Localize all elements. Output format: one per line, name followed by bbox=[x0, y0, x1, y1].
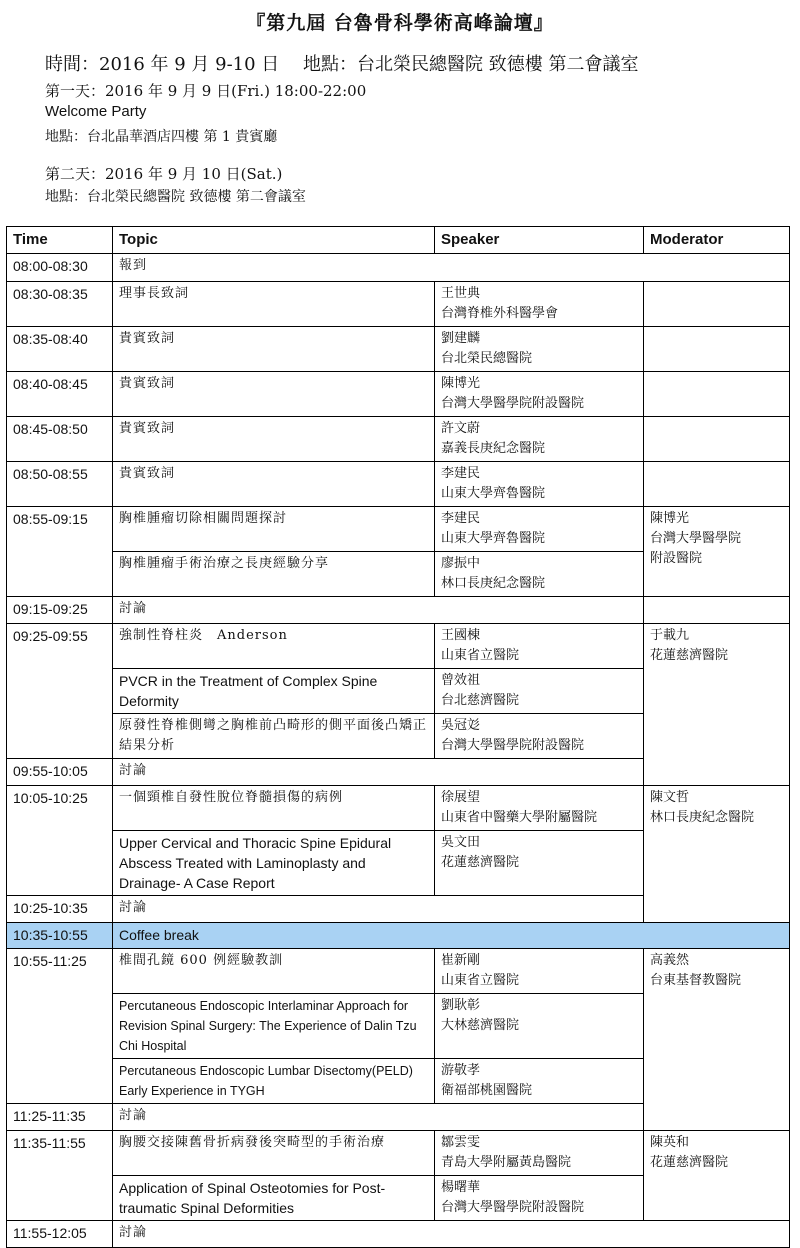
table-row bbox=[7, 1131, 790, 1176]
speaker-cell bbox=[435, 624, 644, 669]
time-cell: 08:40-08:45 bbox=[7, 372, 113, 417]
speaker-name: 崔新剛 bbox=[441, 953, 481, 968]
speaker-affiliation: 衛福部桃園醫院 bbox=[441, 1083, 533, 1098]
time-cell: 08:55-09:15 bbox=[7, 507, 113, 597]
time-cell: 09:55-10:05 bbox=[7, 759, 113, 786]
moderator-cell bbox=[644, 949, 790, 1131]
speaker-cell bbox=[435, 714, 644, 759]
table-row bbox=[7, 282, 790, 327]
speaker-name: 吳冠彣 bbox=[441, 718, 481, 733]
speaker-name: 李建民 bbox=[441, 511, 481, 526]
time-cell: 10:05-10:25 bbox=[7, 786, 113, 896]
topic-cell: Percutaneous Endoscopic Lumbar Disectomy(PELD) Early Experience in TYGH bbox=[113, 1059, 435, 1104]
topic-cell: 討論 bbox=[113, 597, 644, 624]
speaker-cell bbox=[435, 327, 644, 372]
speaker-name: 劉建麟 bbox=[441, 331, 481, 346]
moderator-cell bbox=[644, 786, 790, 923]
speaker-cell bbox=[435, 417, 644, 462]
header-moderator: Moderator bbox=[644, 227, 790, 254]
topic-cell: 討論 bbox=[113, 759, 644, 786]
moderator-affiliation: 台東基督教醫院 bbox=[650, 973, 742, 988]
moderator-name: 陳博光 bbox=[650, 511, 690, 526]
moderator-affiliation: 台灣大學醫學院 bbox=[650, 531, 742, 546]
header-time: Time bbox=[7, 227, 113, 254]
topic-cell: 強制性脊柱炎 Anderson bbox=[113, 624, 435, 669]
speaker-cell bbox=[435, 282, 644, 327]
moderator-cell bbox=[644, 282, 790, 327]
time-cell: 08:45-08:50 bbox=[7, 417, 113, 462]
table-row bbox=[7, 327, 790, 372]
topic-cell: PVCR in the Treatment of Complex Spine Deformity bbox=[113, 669, 435, 714]
table-row bbox=[7, 949, 790, 994]
time-cell: 08:30-08:35 bbox=[7, 282, 113, 327]
topic-cell: Application of Spinal Osteotomies for Post-traumatic Spinal Deformities bbox=[113, 1176, 435, 1221]
moderator-cell bbox=[644, 597, 790, 624]
time-cell: 10:35-10:55 bbox=[7, 923, 113, 949]
speaker-cell bbox=[435, 462, 644, 507]
topic-cell: 理事長致詞 bbox=[113, 282, 435, 327]
speaker-affiliation: 山東省立醫院 bbox=[441, 648, 520, 663]
speaker-affiliation: 青島大學附屬黃島醫院 bbox=[441, 1155, 572, 1170]
speaker-affiliation: 山東大學齊魯醫院 bbox=[441, 486, 546, 501]
topic-cell: 討論 bbox=[113, 896, 644, 923]
time-cell: 11:55-12:05 bbox=[7, 1221, 113, 1248]
day1-venue: 地點：台北晶華酒店四樓 第 1 貴賓廳 bbox=[45, 129, 278, 145]
moderator-name: 陳文哲 bbox=[650, 790, 690, 805]
speaker-cell bbox=[435, 786, 644, 831]
table-row bbox=[7, 507, 790, 552]
day1-date: 第一天：2016 年 9 月 9 日(Fri.) 18:00-22:00 bbox=[45, 82, 367, 100]
time-cell: 11:35-11:55 bbox=[7, 1131, 113, 1221]
topic-cell: 椎間孔鏡 600 例經驗教訓 bbox=[113, 949, 435, 994]
speaker-name: 徐展望 bbox=[441, 790, 481, 805]
time-cell: 11:25-11:35 bbox=[7, 1104, 113, 1131]
topic-cell: 胸腰交接陳舊骨折病發後突畸型的手術治療 bbox=[113, 1131, 435, 1176]
speaker-name: 許文蔚 bbox=[441, 421, 481, 436]
topic-cell: 報到 bbox=[113, 254, 790, 282]
moderator-name: 于載九 bbox=[650, 628, 690, 643]
speaker-name: 王國棟 bbox=[441, 628, 481, 643]
speaker-affiliation: 林口長庚紀念醫院 bbox=[441, 576, 546, 591]
speaker-name: 陳博光 bbox=[441, 376, 481, 391]
moderator-cell bbox=[644, 507, 790, 597]
speaker-affiliation: 山東省中醫藥大學附屬醫院 bbox=[441, 810, 598, 825]
moderator-name: 高義然 bbox=[650, 953, 690, 968]
day2-venue: 地點：台北榮民總醫院 致德樓 第二會議室 bbox=[45, 189, 306, 205]
time-cell: 10:55-11:25 bbox=[7, 949, 113, 1104]
moderator-cell bbox=[644, 462, 790, 507]
time-cell: 08:00-08:30 bbox=[7, 254, 113, 282]
time-cell: 10:25-10:35 bbox=[7, 896, 113, 923]
speaker-name: 吳文田 bbox=[441, 835, 481, 850]
event-date-venue: 時間：2016 年 9 月 9-10 日 地點：台北榮民總醫院 致德樓 第二會議室 bbox=[45, 54, 639, 75]
table-row bbox=[7, 462, 790, 507]
day2-date: 第二天：2016 年 9 月 10 日(Sat.) bbox=[45, 165, 283, 183]
speaker-cell bbox=[435, 372, 644, 417]
time-cell: 09:25-09:55 bbox=[7, 624, 113, 759]
topic-cell: 貴賓致詞 bbox=[113, 462, 435, 507]
coffee-break-row bbox=[7, 923, 790, 949]
speaker-name: 楊曙華 bbox=[441, 1180, 481, 1195]
speaker-cell bbox=[435, 831, 644, 896]
speaker-cell bbox=[435, 1131, 644, 1176]
table-row bbox=[7, 624, 790, 669]
speaker-cell bbox=[435, 507, 644, 552]
speaker-name: 游敬孝 bbox=[441, 1063, 481, 1078]
topic-cell: 胸椎腫瘤切除相關問題探討 bbox=[113, 507, 435, 552]
schedule-table bbox=[6, 226, 790, 1248]
table-row bbox=[7, 786, 790, 831]
topic-cell: Coffee break bbox=[113, 923, 790, 949]
table-row bbox=[7, 417, 790, 462]
speaker-cell bbox=[435, 669, 644, 714]
time-cell: 08:35-08:40 bbox=[7, 327, 113, 372]
speaker-affiliation: 台北慈濟醫院 bbox=[441, 693, 520, 708]
topic-cell: 討論 bbox=[113, 1104, 644, 1131]
topic-cell: Percutaneous Endoscopic Interlaminar Approach for Revision Spinal Surgery: The Experience of Dalin Tzu Chi Hospital bbox=[113, 994, 435, 1059]
speaker-cell bbox=[435, 1059, 644, 1104]
speaker-affiliation: 嘉義長庚紀念醫院 bbox=[441, 441, 546, 456]
event-title: 『第九屆 台魯骨科學術高峰論壇』 bbox=[246, 12, 554, 34]
topic-cell: 貴賓致詞 bbox=[113, 327, 435, 372]
topic-cell: 貴賓致詞 bbox=[113, 372, 435, 417]
table-row bbox=[7, 372, 790, 417]
moderator-cell bbox=[644, 1131, 790, 1221]
header-topic: Topic bbox=[113, 227, 435, 254]
speaker-affiliation: 台北榮民總醫院 bbox=[441, 351, 533, 366]
program-header bbox=[0, 0, 800, 222]
table-row bbox=[7, 254, 790, 282]
header-speaker: Speaker bbox=[435, 227, 644, 254]
day1-event: Welcome Party bbox=[45, 103, 147, 120]
speaker-cell bbox=[435, 1176, 644, 1221]
speaker-affiliation: 台灣脊椎外科醫學會 bbox=[441, 306, 559, 321]
speaker-cell bbox=[435, 552, 644, 597]
moderator-affiliation: 林口長庚紀念醫院 bbox=[650, 810, 755, 825]
moderator-affiliation-2: 附設醫院 bbox=[650, 551, 703, 566]
speaker-affiliation: 台灣大學醫學院附設醫院 bbox=[441, 396, 585, 411]
table-header-row bbox=[7, 227, 790, 254]
topic-cell: 胸椎腫瘤手術治療之長庚經驗分享 bbox=[113, 552, 435, 597]
speaker-affiliation: 台灣大學醫學院附設醫院 bbox=[441, 738, 585, 753]
speaker-cell bbox=[435, 949, 644, 994]
speaker-affiliation: 山東省立醫院 bbox=[441, 973, 520, 988]
speaker-name: 鄒雲雯 bbox=[441, 1135, 481, 1150]
speaker-cell bbox=[435, 994, 644, 1059]
moderator-cell bbox=[644, 327, 790, 372]
speaker-affiliation: 大林慈濟醫院 bbox=[441, 1018, 520, 1033]
speaker-name: 李建民 bbox=[441, 466, 481, 481]
time-cell: 09:15-09:25 bbox=[7, 597, 113, 624]
speaker-affiliation: 花蓮慈濟醫院 bbox=[441, 855, 520, 870]
topic-cell: 貴賓致詞 bbox=[113, 417, 435, 462]
topic-cell: 一個頸椎自發性脫位脊髓損傷的病例 bbox=[113, 786, 435, 831]
speaker-name: 劉耿彰 bbox=[441, 998, 481, 1013]
table-row bbox=[7, 597, 790, 624]
moderator-cell bbox=[644, 417, 790, 462]
moderator-name: 陳英和 bbox=[650, 1135, 690, 1150]
moderator-affiliation: 花蓮慈濟醫院 bbox=[650, 1155, 729, 1170]
moderator-affiliation: 花蓮慈濟醫院 bbox=[650, 648, 729, 663]
moderator-cell bbox=[644, 624, 790, 786]
speaker-name: 王世典 bbox=[441, 286, 481, 301]
speaker-name: 曾效祖 bbox=[441, 673, 481, 688]
moderator-cell bbox=[644, 372, 790, 417]
speaker-affiliation: 山東大學齊魯醫院 bbox=[441, 531, 546, 546]
topic-cell: Upper Cervical and Thoracic Spine Epidural Abscess Treated with Laminoplasty and Drainage- A Case Report bbox=[113, 831, 435, 896]
time-cell: 08:50-08:55 bbox=[7, 462, 113, 507]
speaker-name: 廖振中 bbox=[441, 556, 481, 571]
speaker-affiliation: 台灣大學醫學院附設醫院 bbox=[441, 1200, 585, 1215]
topic-cell: 討論 bbox=[113, 1221, 790, 1248]
topic-cell: 原發性脊椎側彎之胸椎前凸畸形的側平面後凸矯正結果分析 bbox=[113, 714, 435, 759]
